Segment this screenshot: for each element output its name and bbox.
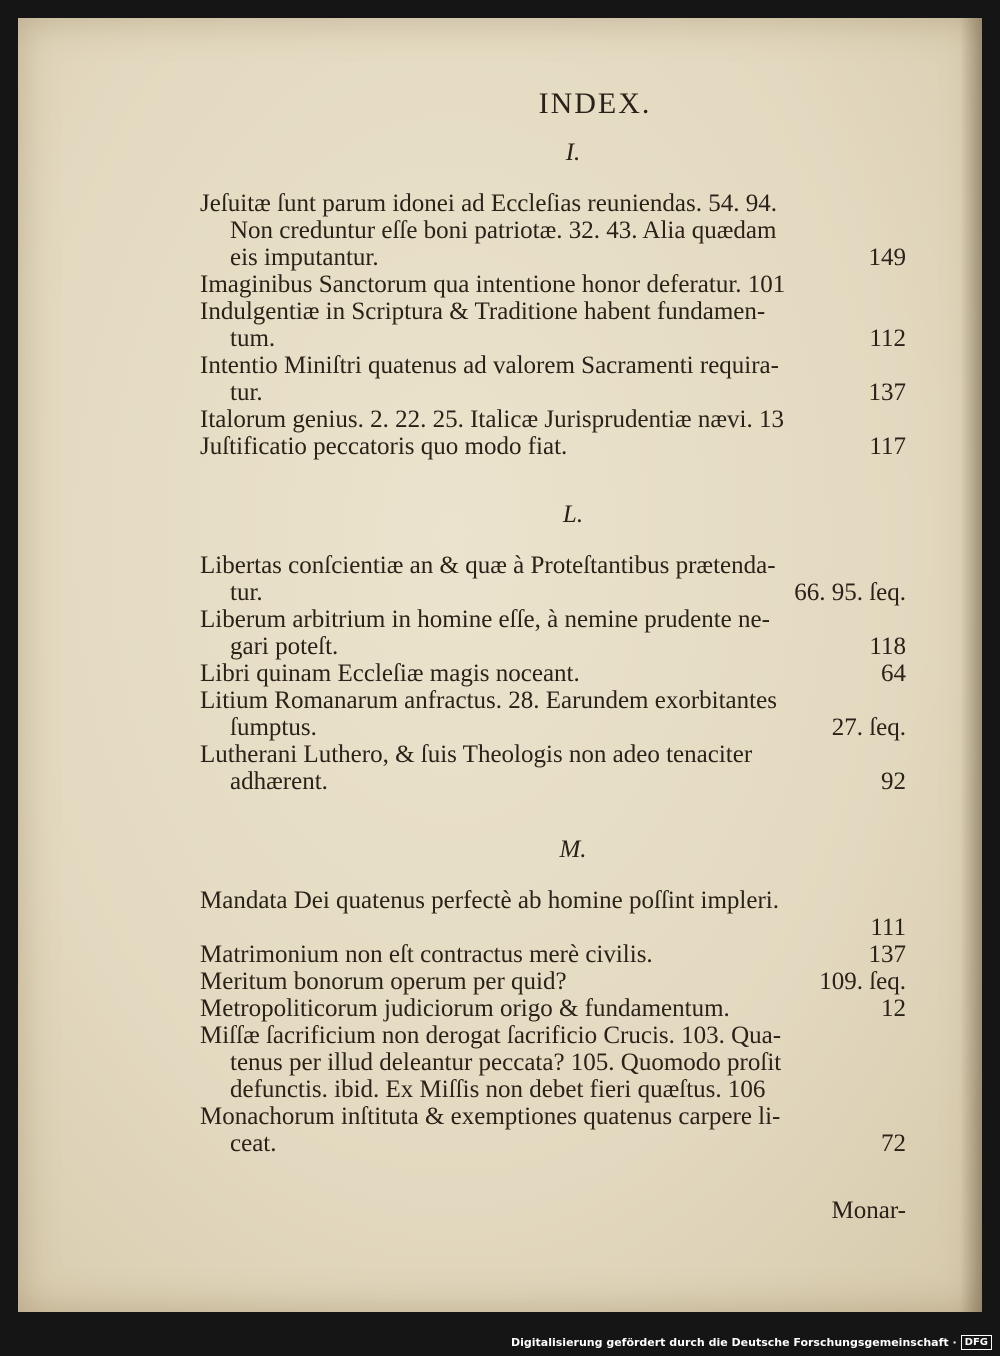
index-entry [200,298,906,352]
section-letter: M. [559,836,587,863]
entry-line: Lutherani Luthero, & ſuis Theologis non adeo tenaciter [200,741,753,768]
entry-text: Meritum bonorum operum per quid? [200,968,567,995]
page-reference: 137 [868,941,906,968]
index-entry [200,968,906,995]
page-reference: 118 [869,633,906,660]
page-reference: 72 [881,1130,906,1157]
index-section [200,138,906,460]
index-entry [200,271,906,298]
entry-line: Italorum genius. 2. 22. 25. Italicæ Jurisprudentiæ nævi. 13 [200,406,784,433]
entry-line: Miſſæ ſacrificium non derogat ſacrificio Crucis. 103. Qua- [200,1022,782,1049]
entry-line: Monachorum inſtituta & exemptiones quatenus carpere li- [200,1103,781,1130]
index-entry [200,406,906,433]
page-reference: 109. ſeq. [819,968,906,995]
entry-text: Matrimonium non eſt contractus merè civilis. [200,941,653,968]
entry-text: ceat. [230,1130,277,1157]
index-entry [200,687,906,741]
index-section [200,835,906,1157]
section-letter: I. [565,139,581,166]
entry-line: tenus per illud deleantur peccata? 105. Quomodo proſit [230,1049,782,1076]
entry-line [200,968,906,995]
entry-line [200,995,906,1022]
dfg-logo: DFG [961,1335,992,1350]
entry-line: Libertas conſcientiæ an & quæ à Proteſtantibus prætenda- [200,552,776,579]
entry-continuation [200,244,906,271]
entry-text: Libri quinam Eccleſiæ magis noceant. [200,660,580,687]
entry-line: Liberum arbitrium in homine eſſe, à nemine prudente ne- [200,606,770,633]
page-reference: 137 [868,379,906,406]
entry-continuation [200,325,906,352]
index-entry [200,941,906,968]
index-entry [200,741,906,795]
entry-continuation [200,1130,906,1157]
entry-continuation [200,633,906,660]
page-reference: 27. ſeq. [831,714,906,741]
entry-line [200,660,906,687]
entry-text: ſumptus. [230,714,317,741]
page-reference: 92 [881,768,906,795]
index-entry [200,190,906,271]
footer-credit [0,1328,992,1356]
entry-line: Litium Romanarum anfractus. 28. Earundem exorbitantes [200,687,777,714]
page-reference: 12 [881,995,906,1022]
entry-line [200,941,906,968]
footer-text: Digitalisierung gefördert durch die Deutsche Forschungsgemeinschaft · [510,1335,957,1349]
index-section [200,500,906,795]
entry-text: tur. [230,579,263,606]
index-entry [200,887,906,941]
index-entry [200,433,906,460]
page-reference: 64 [881,660,906,687]
entry-text: Juſtificatio peccatoris quo modo fiat. [200,433,568,460]
entry-text: tur. [230,379,263,406]
entry-line [200,433,906,460]
index-entry [200,660,906,687]
index-entry [200,552,906,606]
entry-line: Non creduntur eſſe boni patriotæ. 32. 43. Alia quædam [230,217,777,244]
entry-line: defunctis. ibid. Ex Miſſis non debet fieri quæſtus. 106 [230,1076,766,1103]
entry-continuation [200,768,906,795]
entry-line: Imaginibus Sanctorum qua intentione honor deferatur. 101 [200,271,786,298]
entry-continuation [200,579,906,606]
entry-continuation [200,714,906,741]
entry-line: Jeſuitæ ſunt parum idonei ad Eccleſias reuniendas. 54. 94. [200,190,777,217]
index-entry [200,995,906,1022]
page-title: INDEX. [538,87,652,120]
index-entry [200,606,906,660]
section-letter: L. [562,501,584,528]
entry-text: Metropoliticorum judiciorum origo & fundamentum. [200,995,730,1022]
entry-text: tum. [230,325,276,352]
entry-line: Indulgentiæ in Scriptura & Traditione habent fundamen- [200,298,766,325]
index-entry [200,352,906,406]
entry-text: gari poteſt. [230,633,339,660]
entry-line: Intentio Miniſtri quatenus ad valorem Sacramenti requira- [200,352,779,379]
catchword: Monar- [831,1197,906,1224]
page-reference: 112 [869,325,906,352]
index-page [200,80,906,1224]
index-entry [200,1103,906,1157]
page-reference: 117 [869,433,906,460]
page-reference: 66. 95. ſeq. [794,579,906,606]
page-reference: 149 [868,244,906,271]
entry-text: adhærent. [230,768,328,795]
entry-text: eis imputantur. [230,244,379,271]
entry-continuation [200,379,906,406]
page-reference: 111 [870,914,906,941]
entry-line: Mandata Dei quatenus perfectè ab homine poſſint impleri. [200,887,779,914]
index-entry [200,1022,906,1103]
